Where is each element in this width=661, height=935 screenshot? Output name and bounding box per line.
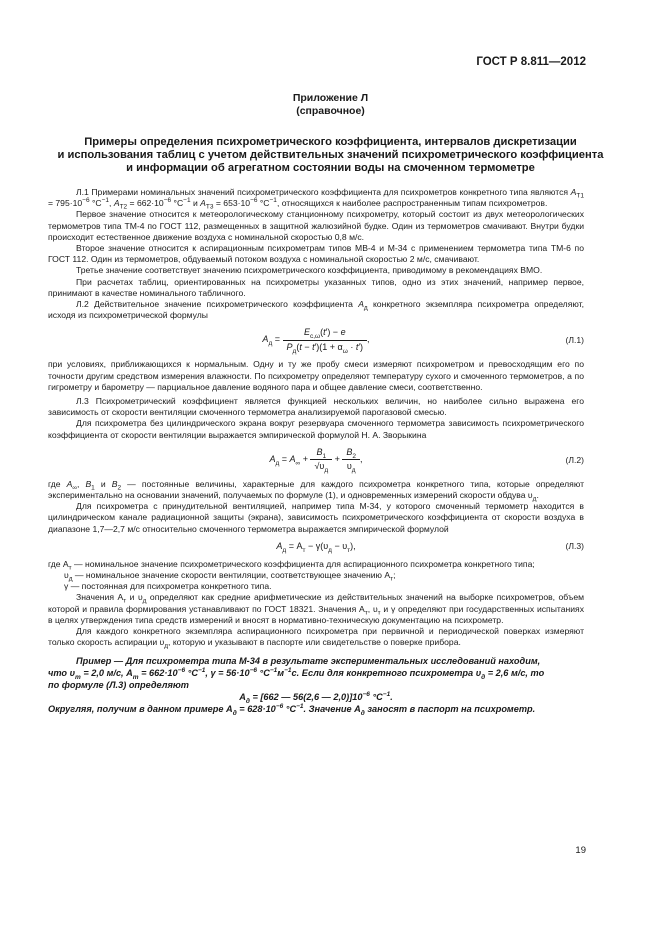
appendix-heading bbox=[0, 92, 661, 118]
formula-l2: $A_д = A_\infty$ + $\frac{B_1}{√\upsilon_д}$ + $\frac{B_2}{\upsilon_д}$ , (Л.2) bbox=[269, 446, 584, 474]
example-conclusion: Округляя, получим в данном примере $A_д = 628\cdot 10^{-6}$ $^\circ С^{-1}$. Значение $A_д$ заносят в паспорт на психрометр. bbox=[48, 702, 536, 717]
standard-code: ГОСТ Р 8.811—2012 bbox=[476, 56, 586, 68]
paragraph-5: При расчетах таблиц, ориентированных на психрометры указанных типов, одно из этих значений, например первое, принимают в качестве номинального табличного. bbox=[48, 276, 584, 298]
equation-label-l2: (Л.2) bbox=[565, 454, 584, 465]
paragraph-l1: Л.1 Примерами номинальных значений психрометрического коэффициента для психрометров конкретного типа являются $A_{T1} = 795\cdot 10^{-6}$ $^\circ С^{-1}$, $A_{T2} = 662\cdot 10^{-6}$ $^\circ С^{-1}$ и $A_{T3} = 653\cdot 10^{-6}$ $^\circ С^{-1}$, относящихся к наиболее распространенным типам психрометров. bbox=[48, 187, 584, 211]
paragraph-2: Первое значение относится к метеорологическому станционному психрометру, который состоит из двух метеорологических термометров типа ТМ-4 по ГОСТ 112, размещенных в защитной жалюзийной будке. Один из термометров смачивают. Внутри будки происходит естественное движение воздуха с номинальной скоростью 0,8 м/с. bbox=[48, 209, 584, 242]
paragraph-12c: γ — постоянная для психрометра конкретного типа. bbox=[64, 581, 272, 592]
paragraph-13: Значения $A_т$ и $\upsilon_д$ определяют как средние арифметические из действительных значений на выборке психрометров, объем которой и правила формирования устанавливают по ГОСТ 18321. Значения $A_т$, $\upsilon_т$ и γ определяют при государственных испытаниях в целях утверждения типа средств измерений и вносят в нормативно-техническую документацию на психрометр. bbox=[48, 592, 585, 625]
title-line-2: и использования таблиц с учетом действительных значений психрометрического коэффициента bbox=[57, 149, 604, 161]
appendix-kind: (справочное) bbox=[296, 105, 365, 117]
paragraph-12b: $\upsilon_д$ — номинальное значение скорости вентиляции, соответствующее значению $A_т$; bbox=[64, 570, 396, 583]
example-line-1: Пример — Для психрометра типа М-34 в результате экспериментальных исследований находим, bbox=[76, 655, 541, 666]
appendix-title bbox=[0, 136, 661, 175]
appendix-name: Приложение Л bbox=[292, 92, 369, 104]
paragraph-l3: Л.3 Психрометрический коэффициент является функцией нескольких величин, но наиболее сильно выражена его зависимость от скорости вентиляции смоченного термометра анализируемой парогазовой смесью. bbox=[48, 396, 584, 418]
example-line-2: что $\upsilon_т = 2,0$ м/с, $A_т = 662\cdot 10^{-6}$ $^\circ С^{-1}$, $\gamma = 56\cdot 10^{-6}$ $^\circ С^{-1}м^{-1}с$. Если для конкретного психрометра $\upsilon_д = 2,6$ м/с, то bbox=[48, 666, 545, 681]
paragraph-4: Третье значение соответствует значению психрометрического коэффициента, приводимому в рекомендациях ВМО. bbox=[76, 265, 543, 276]
equation-label-l1: (Л.1) bbox=[565, 335, 584, 346]
formula-l1: $A_д$ = $\frac{E_{с,\omega}(t') - e}{P_д(t - t')(1 + \alpha_\omega \cdot t')}$ , (Л.1) bbox=[262, 327, 584, 355]
paragraph-12a: где $A_т$ — номинальное значение психрометрического коэффициента для аспирационного психрометра конкретного типа; bbox=[48, 558, 535, 572]
formula-l3: $A_д = A_т - \gamma(\upsilon_д - \upsilon_т)$, (Л.3) bbox=[276, 540, 584, 554]
paragraph-9: Для психрометра без цилиндрического экрана вокруг резервуара смоченного термометра зависимость психрометрического коэффициента от скорости вентиляции выражается эмпирической формулой Н. А. Зворыкина bbox=[48, 418, 584, 440]
paragraph-7: при условиях, приближающихся к нормальным. Одну и ту же пробу смеси измеряют психрометром и превосходящим его по точности другим средством измерения влажности. По психрометру определяют температуру сухого и смоченного термометров, а по гигрометру и барометру — парциальное давление водяного пара и общее давление смеси, соответственно. bbox=[48, 359, 584, 392]
title-line-3: и информации об агрегатном состоянии воды на смоченном термометре bbox=[126, 162, 535, 174]
body-text bbox=[48, 187, 584, 715]
paragraph-11: Для психрометра с принудительной вентиляцией, например типа М-34, у которого смоченный термометр находится в цилиндрическом канале радиационной защиты (экрана), зависимость психрометрического коэффициента от скорости воздуха в диапазоне 1,7—2,7 м/с относительно смоченного термометра выражается эмпирической формулой bbox=[48, 501, 584, 534]
equation-label-l3: (Л.3) bbox=[565, 540, 584, 551]
title-line-1: Примеры определения психрометрического коэффициента, интервалов дискретизации bbox=[84, 136, 577, 148]
page-number: 19 bbox=[575, 845, 586, 856]
paragraph-14: Для каждого конкретного экземпляра аспирационного психрометра при первичной и периодической поверках измеряют только скорость аспирации $\upsilon_д$, которую и указывают в паспорте или свидетельстве о поверке прибора. bbox=[48, 626, 584, 651]
paragraph-10: где $A_\infty$, $B_1$ и $B_2$ — постоянные величины, характерные для каждого психрометра конкретного типа, которые определяют экспериментально на основании значений, получаемых по формуле (1), и одновременных измерений скорости обдува $\upsilon_д$. bbox=[48, 478, 585, 503]
paragraph-3: Второе значение относится к аспирационным психрометрам типов МВ-4 и М-34 с применением термометра типа ТМ-6 по ГОСТ 112. Один из термометров, обдуваемый потоком воздуха с номинальной скоростью 2 м/с, смачивают. bbox=[48, 243, 584, 265]
paragraph-l2: Л.2 Действительное значение психрометрического коэффициента $A_д$ конкретного экземпляра психрометра определяют, исходя из психрометрической формулы bbox=[48, 299, 584, 321]
example-line-3: по формуле (Л.3) определяют bbox=[48, 679, 189, 690]
example-result: $A_д = [662$ — 56(2,6 — $2,0)]10^{-6}$ $^\circ С^{-1}$. bbox=[239, 690, 393, 705]
